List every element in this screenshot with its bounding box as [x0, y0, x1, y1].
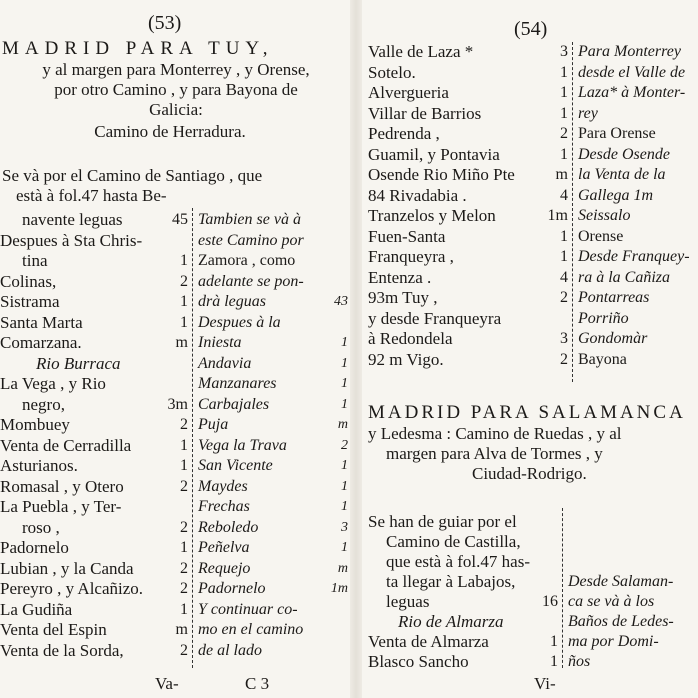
margin-note: ños: [568, 653, 591, 670]
signature-mark: C 3: [245, 674, 270, 693]
distance-leagues: 1: [180, 600, 188, 618]
margin-note: Desde Osende: [578, 145, 670, 163]
distance-leagues: m: [555, 166, 568, 183]
place-name: Franqueyra ,: [368, 247, 454, 266]
margin-note-distance: 1: [341, 540, 348, 555]
margin-note: Reboledo: [198, 518, 259, 536]
distance-leagues: 3m: [167, 395, 188, 413]
page-number: (53): [148, 12, 182, 34]
margin-note: Gondomàr: [578, 330, 648, 347]
distance-leagues: 3: [560, 330, 568, 347]
margin-note: ca se và à los: [568, 593, 655, 610]
margin-note: Pontarreas: [578, 289, 650, 306]
margin-note: Para Monterrey: [578, 43, 681, 60]
place-name: à Redondela: [368, 329, 453, 348]
margin-note: drà leguas: [198, 293, 266, 310]
margin-note: Requejo: [198, 559, 251, 577]
distance-leagues: 2: [180, 580, 188, 597]
distance-leagues: 2: [560, 350, 568, 368]
margin-note: Laza* à Monter-: [578, 84, 686, 101]
place-name: Padornelo: [0, 538, 69, 557]
place-name: Comarzana.: [0, 333, 82, 352]
page-number: (54): [514, 18, 548, 40]
place-name: Mombuey: [0, 415, 70, 434]
route-type-heading: Camino de Herradura.: [94, 122, 246, 141]
place-name: ta llegar à Labajos,: [386, 572, 516, 591]
margin-note: este Camino por: [198, 231, 304, 249]
margin-note-distance: 2: [341, 437, 348, 453]
margin-note-distance: 43: [334, 294, 348, 309]
margin-note: Desde Salaman-: [568, 573, 674, 590]
distance-leagues: 1: [560, 248, 568, 265]
margin-note: adelante se pon-: [198, 272, 304, 290]
place-name: leguas: [386, 592, 430, 611]
distance-leagues: 1: [180, 436, 188, 454]
distance-leagues: 1: [550, 633, 558, 650]
place-name: Tranzelos y Melon: [368, 206, 496, 225]
place-name: La Puebla , y Ter-: [0, 497, 122, 516]
place-name: Sistrama: [0, 292, 60, 311]
place-name: Romasal , y Otero: [0, 476, 124, 496]
distance-leagues: 1: [560, 104, 568, 122]
margin-rule: [192, 208, 193, 668]
margin-note: Porriño: [578, 309, 629, 327]
margin-note: Andavia: [198, 354, 252, 372]
catchword: Vi-: [534, 674, 556, 693]
margin-note: ra à la Cañiza: [578, 268, 671, 286]
place-name: Rio de Almarza: [398, 612, 504, 631]
margin-note-distance: 1: [341, 355, 348, 371]
margin-note-distance: 3: [341, 519, 348, 535]
distance-leagues: 1: [180, 252, 188, 269]
place-name: navente leguas: [22, 210, 123, 229]
margin-note-distance: 1: [341, 335, 348, 350]
distance-leagues: 1: [180, 457, 188, 474]
place-name: Camino de Castilla,: [386, 532, 521, 551]
margin-note-distance: 1: [341, 458, 348, 473]
distance-leagues: 2: [560, 125, 568, 142]
place-name: Villar de Barrios: [368, 103, 482, 123]
margin-note: Manzanares: [198, 375, 277, 392]
distance-leagues: 1: [560, 63, 568, 81]
catchword: Va-: [155, 674, 179, 693]
distance-leagues: m: [175, 621, 188, 638]
distance-leagues: m: [175, 334, 188, 351]
distance-leagues: 3: [560, 43, 568, 60]
margin-note: Peñelva: [198, 539, 250, 556]
margin-note: Desde Franquey-: [578, 248, 690, 265]
place-name: La Vega , y Rio: [0, 374, 106, 393]
margin-note: Bayona: [578, 350, 627, 368]
distance-leagues: 1: [180, 313, 188, 331]
margin-note: Gallega 1m: [578, 186, 654, 204]
place-name: Alvergueria: [368, 83, 449, 102]
place-name: Valle de Laza *: [368, 42, 474, 61]
place-name: Venta del Espin: [0, 620, 107, 639]
distance-leagues: 2: [180, 477, 188, 495]
place-name: Despues à Sta Chris-: [0, 230, 143, 250]
subtitle-line: por otro Camino , y para Bayona de: [54, 80, 298, 99]
place-name: Osende Rio Miño Pte: [368, 165, 515, 184]
place-name: Santa Marta: [0, 312, 83, 332]
place-name: Blasco Sancho: [368, 652, 469, 671]
place-name: Colinas,: [0, 271, 57, 291]
place-name: Pereyro , y Alcañizo.: [0, 579, 144, 598]
distance-leagues: 2: [180, 416, 188, 433]
distance-leagues: 1: [180, 539, 188, 556]
distance-leagues: 1: [560, 145, 568, 163]
distance-leagues: 1m: [547, 207, 568, 224]
margin-note: Vega la Trava: [198, 436, 287, 454]
place-name: 84 Rivadabia .: [368, 185, 467, 205]
place-name: Fuen-Santa: [368, 226, 446, 246]
margin-note: Padornelo: [198, 580, 266, 597]
margin-note: Puja: [198, 416, 229, 433]
place-name: negro,: [22, 394, 65, 414]
distance-leagues: 4: [560, 268, 568, 286]
right-page: [362, 0, 698, 698]
margin-note: Zamora , como: [198, 252, 296, 269]
distance-leagues: 16: [542, 593, 558, 610]
place-name: Venta de la Sorda,: [0, 640, 124, 660]
distance-leagues: 4: [560, 186, 568, 204]
route-title: MADRID PARA SALAMANCA: [368, 402, 686, 423]
distance-leagues: 1: [550, 653, 558, 670]
margin-rule: [562, 508, 563, 668]
place-name: Asturianos.: [0, 456, 78, 475]
distance-leagues: 2: [180, 559, 188, 577]
subtitle-line: y al margen para Monterrey , y Orense,: [42, 60, 310, 79]
subtitle-line: Ciudad-Rodrigo.: [472, 464, 587, 483]
subtitle-line: margen para Alva de Tormes , y: [386, 444, 603, 463]
distance-leagues: 1: [180, 293, 188, 310]
place-name: roso ,: [22, 517, 60, 537]
place-name: Venta de Almarza: [368, 632, 489, 651]
place-name: 93m Tuy ,: [368, 288, 438, 307]
margin-note-distance: 1: [341, 478, 348, 494]
place-name: tina: [22, 251, 48, 270]
distance-leagues: 45: [172, 211, 188, 228]
margin-note-distance: m: [337, 417, 348, 432]
place-name: Venta de Cerradilla: [0, 435, 132, 455]
margin-note: Frechas: [198, 498, 250, 515]
distance-leagues: 2: [560, 289, 568, 306]
place-name: Entenza .: [368, 267, 432, 287]
distance-leagues: 1: [560, 227, 568, 245]
place-name: Se han de guiar por el: [368, 512, 517, 531]
margin-note: la Venta de la: [578, 166, 666, 183]
place-name: y desde Franqueyra: [368, 308, 502, 328]
place-name: Lubian , y la Canda: [0, 558, 134, 578]
place-name: que està à fol.47 has-: [386, 552, 530, 571]
margin-note: Baños de Ledes-: [568, 613, 674, 630]
margin-note-distance: 1m: [330, 581, 348, 596]
distance-leagues: 2: [180, 641, 188, 659]
margin-note: Orense: [578, 227, 624, 245]
margin-note: ma por Domi-: [568, 633, 659, 650]
margin-note: Para Orense: [578, 125, 656, 142]
place-name: 92 m Vigo.: [368, 349, 444, 369]
margin-rule: [572, 42, 573, 382]
intro-line: està à fol.47 hasta Be-: [16, 186, 167, 205]
margin-note: de al lado: [198, 641, 262, 659]
margin-note: Seissalo: [578, 207, 631, 224]
margin-note-distance: 1: [341, 499, 348, 514]
margin-note-distance: 1: [341, 376, 348, 391]
distance-leagues: 2: [180, 518, 188, 536]
place-name: La Gudiña: [0, 599, 73, 619]
place-name: Guamil, y Pontavia: [368, 144, 500, 164]
margin-note: Iniesta: [198, 334, 242, 351]
margin-note: San Vicente: [198, 457, 273, 474]
distance-leagues: 2: [180, 272, 188, 290]
margin-note-distance: 1: [341, 396, 348, 412]
margin-note: Y continuar co-: [198, 600, 298, 618]
subtitle-line: Galicia:: [149, 100, 203, 119]
margin-note: Carbajales: [198, 395, 270, 413]
intro-line: Se và por el Camino de Santiago , que: [2, 166, 263, 185]
place-name: Rio Burraca: [36, 353, 121, 373]
margin-note: Tambien se và à: [198, 211, 301, 228]
margin-note: desde el Valle de: [578, 63, 686, 81]
route-title: MADRID PARA TUY,: [2, 38, 274, 59]
place-name: Sotelo.: [368, 62, 416, 82]
margin-note: rey: [578, 104, 598, 122]
margin-note-distance: m: [337, 560, 348, 576]
place-name: Pedrenda ,: [368, 124, 440, 143]
distance-leagues: 1: [560, 84, 568, 101]
margin-note: Despues à la: [198, 313, 281, 331]
subtitle-line: y Ledesma : Camino de Ruedas , y al: [368, 424, 622, 443]
margin-note: Maydes: [198, 477, 248, 495]
margin-note: mo en el camino: [198, 621, 304, 638]
